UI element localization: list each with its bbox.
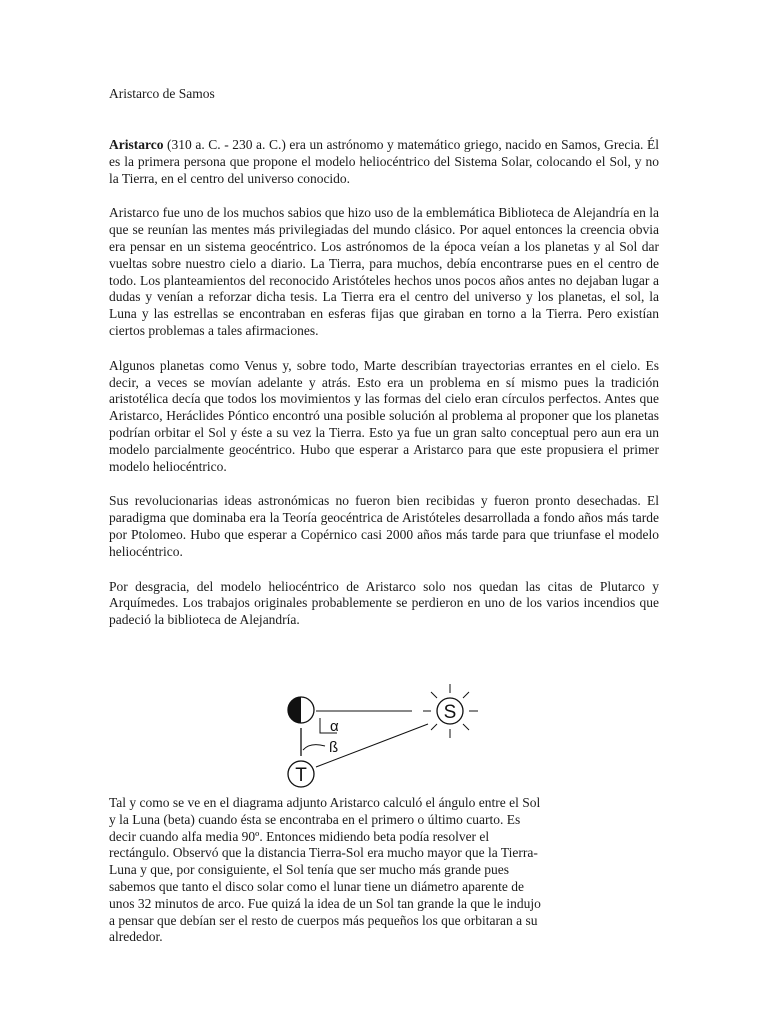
paragraph-ideas: Sus revolucionarias ideas astronómicas no fueron bien recibidas y fueron pronto desechadas. El paradigma que dominaba era la Teoría geocéntrica de Aristóteles desarrollada a fondo años más tarde por Ptolomeo. Hubo que esperar a Copérnico casi 2000 años más tarde para que triunfase el modelo heliocéntrico.: [109, 493, 659, 559]
beta-label: ß: [329, 739, 339, 756]
document-body: [109, 86, 659, 647]
intro-paragraph: [109, 137, 659, 187]
sun-label: S: [443, 702, 457, 723]
paragraph-library: Aristarco fue uno de los muchos sabios que hizo uso de la emblemática Biblioteca de Alejandría en la que se reunían las mentes más privilegiadas del mundo clásico. Por aquel entonces la creencia obvia era pensar en un sistema geocéntrico. Los astrónomos de la época veían a los planetas y al Sol dar vueltas sobre nuestro cielo a diario. La Tierra, para muchos, debía encontrarse pues en el centro de todo. Los planteamientos del reconocido Aristóteles hechos unos pocos años antes no dejaban lugar a dudas y venían a reforzar dicha tesis. La Tierra era el centro del universo y los planetas, el sol, la Luna y las estrellas se encontraban en esferas fijas que giraban en torno a la Tierra. Pero existían ciertos problemas a tales afirmaciones.: [109, 205, 659, 338]
moon-icon: [288, 697, 314, 723]
intro-text: (310 a. C. - 230 a. C.) era un astrónomo y matemático griego, nacido en Samos, Grecia. Él es la primera persona que propone el modelo heliocéntrico del Sistema Solar, colocando el Sol, y no la Tierra, en el centro del universo conocido.: [109, 137, 659, 186]
earth-label: T: [295, 765, 307, 786]
document-title: Aristarco de Samos: [109, 86, 215, 101]
diagram-caption: Tal y como se ve en el diagrama adjunto Aristarco calculó el ángulo entre el Sol y la Luna (beta) cuando ésta se encontraba en el primero o último cuarto. Es decir cuando alfa media 90º. Entonces midiendo beta podía resolver el rectángulo. Observó que la distancia Tierra-Sol era mucho mayor que la Tierra-Luna y que, por consiguiente, el Sol tenía que ser mucho más grande pues sabemos que tanto el disco solar como el lunar tiene un diámetro aparente de unos 32 minutos de arco. Fue quizá la idea de un Sol tan grande la que le indujo a pensar que debían ser el resto de cuerpos más pequeños los que orbitaran a su alrededor.: [109, 795, 541, 945]
aristarchus-diagram: [280, 682, 490, 792]
beta-arc: [303, 745, 325, 750]
intro-name: Aristarco: [109, 137, 164, 152]
alpha-label: α: [330, 718, 339, 735]
paragraph-planets: Algunos planetas como Venus y, sobre todo, Marte describían trayectorias errantes en el cielo. Es decir, a veces se movían adelante y atrás. Esto era un problema en sí mismo pues la tradición aristotélica decía que todos los movimientos y las formas del cielo eran círculos perfectos. Antes que Aristarco, Heráclides Póntico encontró una posible solución al problema al proponer que los planetas podrían orbitar el Sol y éste a su vez la Tierra. Esto ya fue un gran salto conceptual pero aun era un modelo parcialmente geocéntrico. Hubo que esperar a Aristarco para que este propusiera el primer modelo heliocéntrico.: [109, 357, 659, 474]
paragraph-sources: Por desgracia, del modelo heliocéntrico de Aristarco solo nos quedan las citas de Plutarco y Arquímedes. Los trabajos originales probablemente se perdieron en uno de los varios incendios que padeció la biblioteca de Alejandría.: [109, 578, 659, 628]
